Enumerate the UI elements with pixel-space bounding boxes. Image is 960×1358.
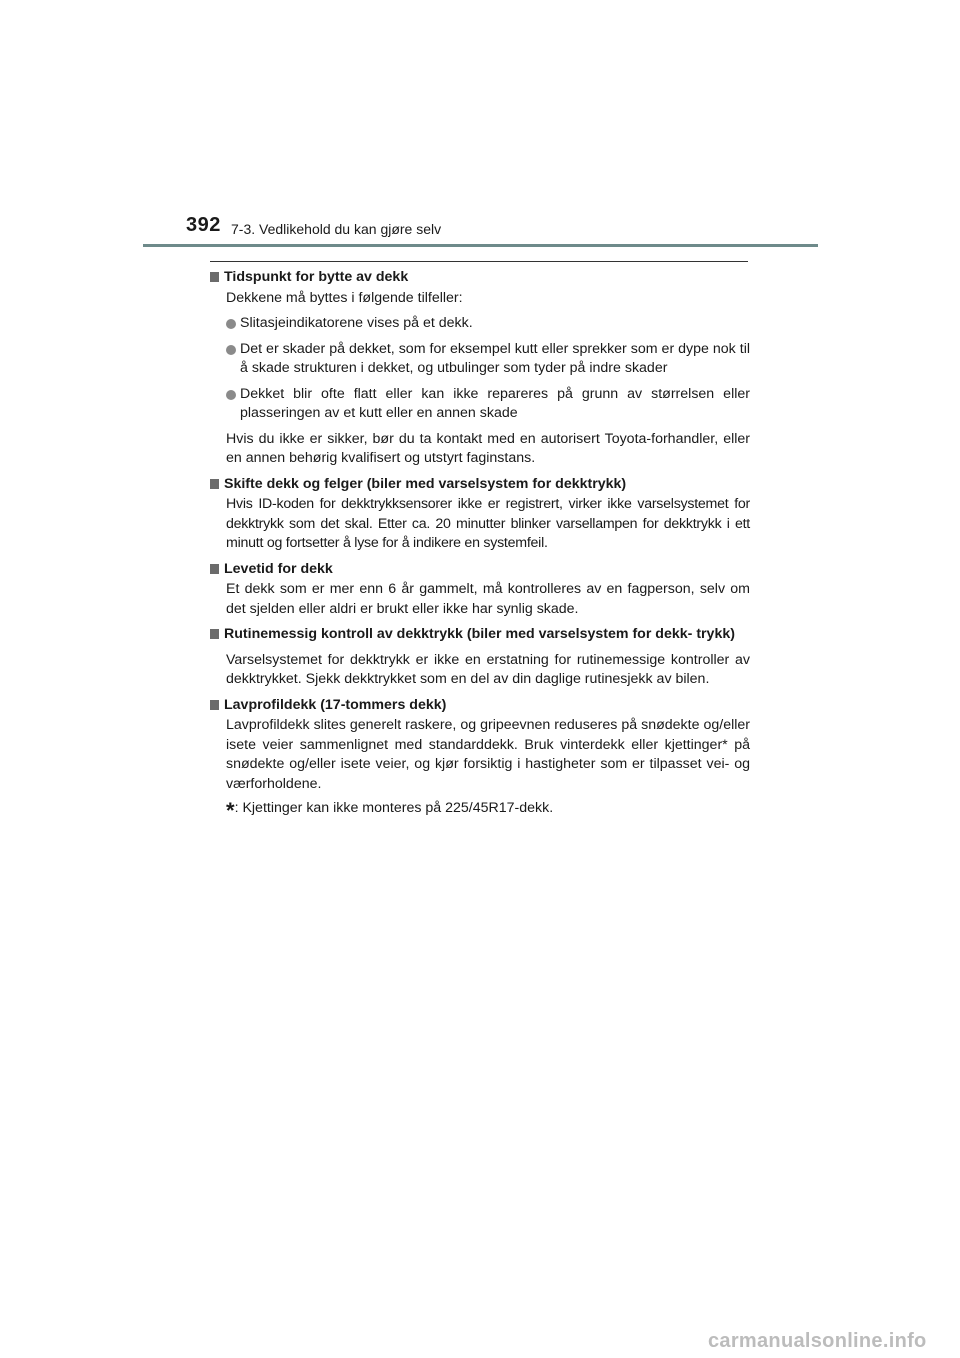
list-item-text: Det er skader på dekket, som for eksempel kutt eller sprekker som er dype nok til å skade strukturen i dekket, og utbulinger som tyder på indre skader [240, 340, 750, 376]
heading-text: Rutinemessig kontroll av dekktrykk (biler med varselsystem for dekk- trykk) [224, 626, 735, 642]
heading-tire-lifetime [210, 560, 750, 580]
list-item [210, 314, 750, 334]
list-item-text: Dekket blir ofte flatt eller kan ikke repareres på grunn av størrelsen eller plasseringen av et kutt eller en annen skade [240, 385, 750, 421]
square-bullet-icon [210, 700, 219, 710]
heading-text: Lavprofildekk (17-tommers dekk) [224, 696, 447, 713]
list-item-text: Slitasjeindikatorene vises på et dekk. [240, 315, 473, 331]
content-rule [210, 261, 748, 262]
paragraph: Varselsystemet for dekktrykk er ikke en erstatning for rutinemessige kontroller av dekktrykket. Sjekk dekktrykket som en del av din daglige rutinesjekk av bilen. [226, 651, 750, 687]
list-item [210, 385, 750, 424]
heading-tire-rim-change [210, 475, 750, 495]
paragraph: Et dekk som er mer enn 6 år gammelt, må kontrolleres av en fagperson, selv om det sjelden eller aldri er brukt eller ikke har synlig skade. [226, 581, 750, 617]
content [210, 265, 750, 823]
square-bullet-icon [210, 629, 219, 639]
square-bullet-icon [210, 564, 219, 574]
section-title: 7-3. Vedlikehold du kan gjøre selv [231, 221, 442, 237]
heading-text: Levetid for dekk [224, 560, 333, 577]
circle-bullet-icon [226, 390, 236, 400]
square-bullet-icon [210, 479, 219, 489]
footnote-marker: * [226, 798, 235, 823]
heading-tire-replacement [210, 268, 750, 288]
heading-routine-pressure-check [210, 625, 750, 645]
watermark: carmanualsonline.info [708, 1330, 927, 1352]
paragraph: Lavprofildekk slites generelt raskere, og gripeevnen reduseres på snødekte og/eller isete veier sammenlignet med standarddekk. Bruk vinterdekk eller kjettinger* på snødekte og/eller isete veier, og kjør forsiktig i hastigheter som er tilpasset vei- og værforholdene. [226, 717, 750, 792]
heading-low-profile-tires [210, 696, 750, 716]
paragraph: Dekkene må byttes i følgende tilfeller: [226, 289, 463, 306]
header-rule [143, 244, 818, 247]
paragraph: Hvis ID-koden for dekktrykksensorer ikke er registrert, virker ikke varselsystemet for dekktrykk som det skal. Etter ca. 20 minutter blinker varsellampen for dekktrykk i ett minutt og fortsetter å lyse for å indikere en systemfeil. [226, 496, 750, 551]
list-item [210, 340, 750, 379]
heading-text: Skifte dekk og felger (biler med varselsystem for dekktrykk) [224, 475, 627, 492]
page-number: 392 [186, 214, 221, 236]
circle-bullet-icon [226, 345, 236, 355]
heading-text: Tidspunkt for bytte av dekk [224, 269, 409, 285]
circle-bullet-icon [226, 319, 236, 329]
footnote [210, 798, 750, 823]
paragraph: Hvis du ikke er sikker, bør du ta kontakt med en autorisert Toyota-forhandler, eller en annen behørig kvalifisert og utstyrt faginstans. [226, 430, 750, 466]
footnote-text: : Kjettinger kan ikke monteres på 225/45R17-dekk. [234, 800, 554, 816]
square-bullet-icon [210, 272, 219, 282]
